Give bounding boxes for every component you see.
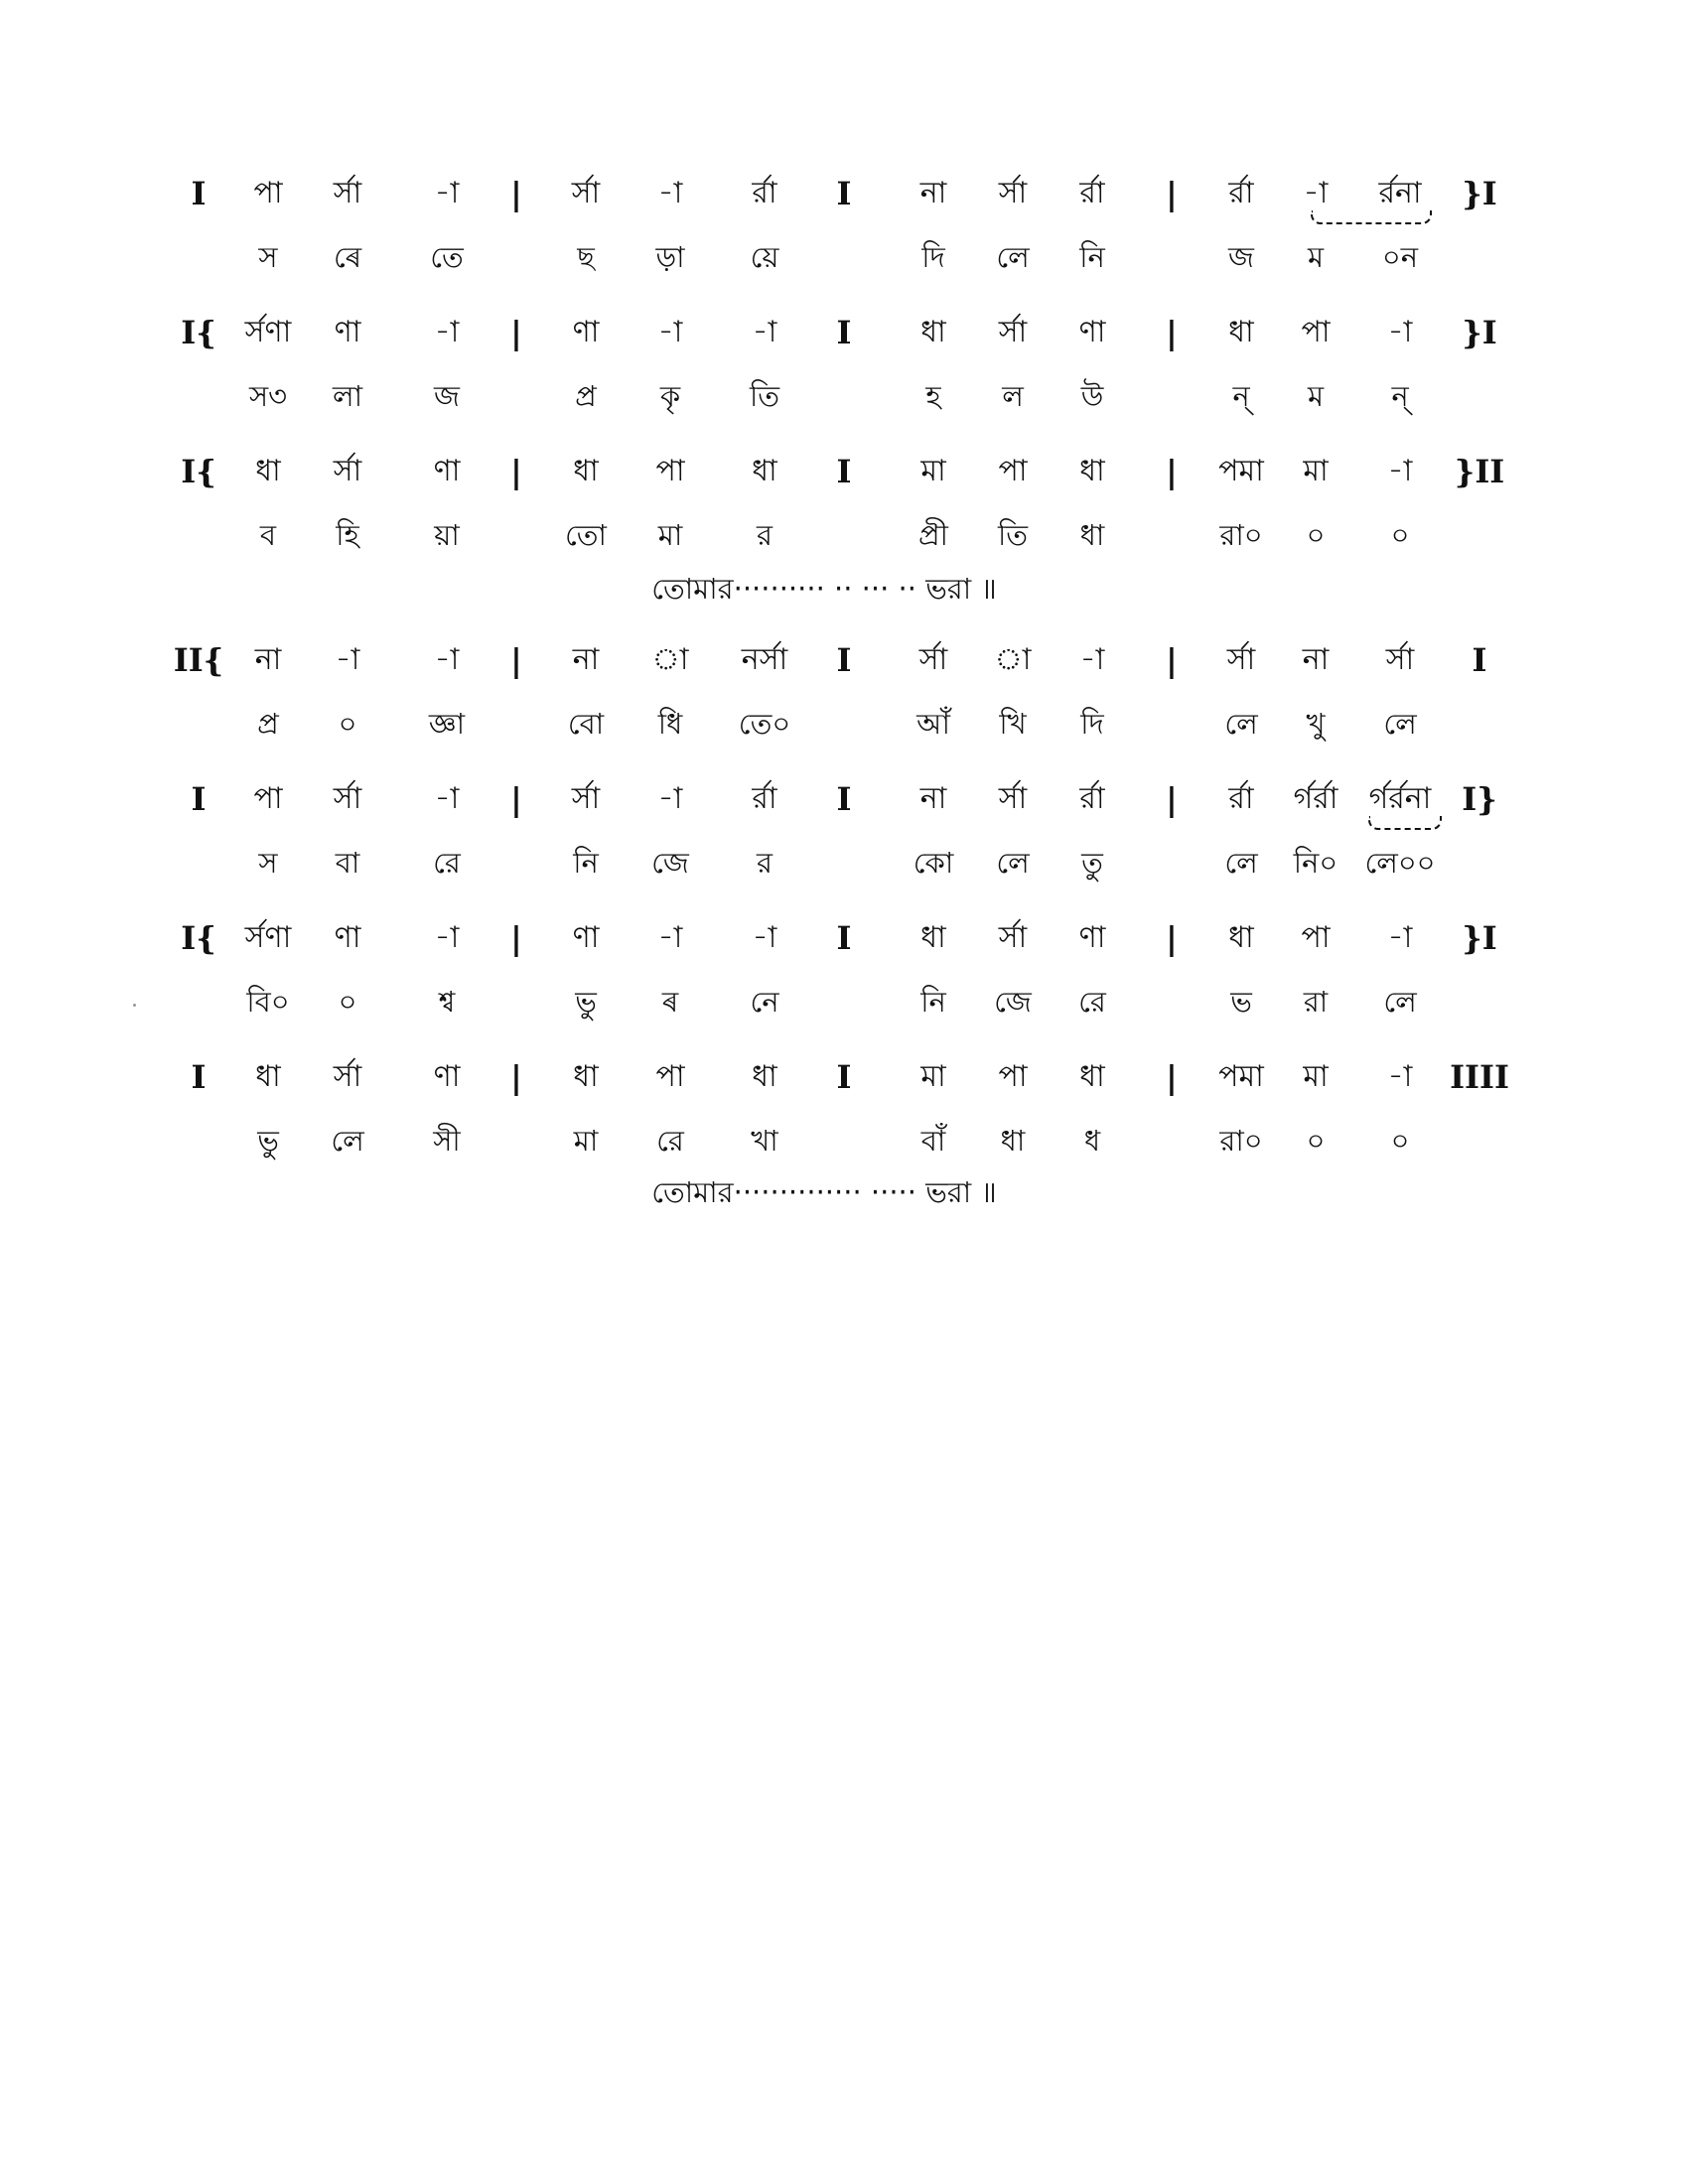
bar-line: II{	[173, 641, 224, 679]
lyric-syllable: রা০	[1219, 1124, 1263, 1158]
lyric-syllable: খা	[751, 1124, 778, 1158]
note: না	[919, 176, 947, 210]
lyric-syllable: ০	[1306, 1124, 1326, 1158]
note: -া	[657, 315, 683, 349]
lyric-syllable: ০	[1390, 518, 1410, 552]
note: -া	[434, 642, 460, 677]
note: -া	[1079, 642, 1105, 677]
lyrics-row	[0, 838, 1688, 887]
note: ণা	[1078, 920, 1106, 955]
lyric-syllable: লে	[1383, 985, 1417, 1019]
refrain-line	[0, 1167, 1688, 1217]
lyric-syllable: আঁ	[916, 707, 950, 741]
lyric-syllable: তি	[997, 518, 1029, 552]
note: পা	[998, 454, 1028, 488]
swaralipi-row	[0, 308, 1688, 357]
note: ণা	[572, 315, 600, 349]
lyric-syllable: জ্ঞা	[428, 707, 466, 741]
note: -া	[1387, 315, 1413, 349]
note: না	[572, 642, 600, 677]
lyric-syllable: হ	[925, 379, 941, 413]
bar-line: I	[1472, 641, 1487, 679]
lyric-syllable: ন্	[1391, 379, 1409, 413]
lyric-syllable: ম	[1307, 240, 1325, 274]
note: র্সা	[333, 781, 362, 816]
note: -া	[657, 781, 683, 816]
note: র্রা	[1228, 781, 1254, 816]
lyric-syllable: স	[258, 240, 278, 274]
lyric-syllable: হি	[336, 518, 359, 552]
bar-line: I}	[1462, 780, 1497, 818]
notation-line	[0, 635, 1688, 764]
lyric-syllable: ন্	[1232, 379, 1250, 413]
refrain-text: তোমার·············· ····· ভরা ॥	[651, 1175, 997, 1209]
lyric-syllable: নি	[1079, 240, 1105, 274]
bar-line: |	[1166, 919, 1178, 957]
note: পমা	[1218, 454, 1264, 488]
note: র্গর্রা	[1293, 781, 1338, 816]
lyric-syllable: ল	[1002, 379, 1024, 413]
lyric-syllable: মা	[573, 1124, 599, 1158]
note: ধা	[920, 920, 946, 955]
note: র্সা	[333, 176, 362, 210]
note: র্রা	[1079, 176, 1105, 210]
bar-line: I	[191, 1058, 207, 1096]
bar-line: I{	[181, 919, 216, 957]
note: না	[1302, 642, 1330, 677]
note: পা	[1301, 315, 1331, 349]
lyric-syllable: ভ	[1230, 985, 1252, 1019]
lyric-syllable: তো	[565, 518, 607, 552]
note: পা	[253, 781, 283, 816]
note: -া	[1387, 454, 1413, 488]
lyric-syllable: তে০	[738, 707, 791, 741]
note: র্সা	[333, 454, 362, 488]
lyric-syllable: ৰ	[661, 985, 679, 1019]
swaralipi-row	[0, 1052, 1688, 1102]
notation-line	[0, 308, 1688, 437]
bar-line: |	[1166, 453, 1178, 490]
lyric-syllable: সী	[433, 1124, 461, 1158]
bar-line: I	[836, 641, 852, 679]
bar-line: I{	[181, 453, 216, 490]
lyric-syllable: বাঁ	[920, 1124, 946, 1158]
lyric-syllable: ০	[338, 985, 357, 1019]
bar-line: I	[191, 175, 207, 212]
swaralipi-row	[0, 913, 1688, 963]
bar-line: }I	[1462, 314, 1497, 351]
note: ধা	[752, 454, 777, 488]
lyric-syllable: জ	[1228, 240, 1254, 274]
lyric-syllable: তে	[430, 240, 464, 274]
lyric-syllable: ছ	[577, 240, 595, 274]
note: র্সণা	[244, 920, 292, 955]
lyric-syllable: ধ	[1083, 1124, 1101, 1158]
lyric-syllable: দি	[1080, 707, 1104, 741]
note: -া	[434, 176, 460, 210]
lyric-syllable: ম	[1307, 379, 1325, 413]
note: মা	[920, 1059, 946, 1094]
bar-line: |	[510, 1058, 522, 1096]
note: না	[254, 642, 282, 677]
bar-line: |	[510, 780, 522, 818]
lyric-syllable: লে	[1224, 846, 1258, 880]
lyric-syllable: রে	[1078, 985, 1106, 1019]
bar-line: I	[836, 453, 852, 490]
bar-line: I	[191, 780, 207, 818]
note: র্সা	[1385, 642, 1415, 677]
bar-line: I	[836, 780, 852, 818]
lyric-syllable: লে০০	[1364, 846, 1436, 880]
note: র্সা	[571, 176, 601, 210]
lyric-syllable: খি	[999, 707, 1027, 741]
note: ধা	[255, 454, 281, 488]
note: মা	[1303, 1059, 1329, 1094]
lyric-syllable: ভু	[257, 1124, 279, 1158]
note: -া	[657, 176, 683, 210]
lyric-syllable: রে	[656, 1124, 684, 1158]
stray-mark	[133, 1004, 136, 1007]
bar-line: |	[1166, 175, 1178, 212]
note: ধা	[573, 1059, 599, 1094]
lyric-syllable: কৃ	[659, 379, 681, 413]
note: ণা	[433, 1059, 461, 1094]
bar-line: |	[510, 641, 522, 679]
lyric-syllable: তু	[1081, 846, 1103, 880]
lyrics-row	[0, 371, 1688, 421]
note: র্সা	[333, 1059, 362, 1094]
bar-line: }I	[1462, 919, 1497, 957]
bar-line: I	[836, 919, 852, 957]
bar-line: }I	[1462, 175, 1497, 212]
lyric-syllable: জ	[434, 379, 460, 413]
lyric-syllable: স	[258, 846, 278, 880]
lyric-syllable: ০	[1306, 518, 1326, 552]
lyric-syllable: ধি	[657, 707, 683, 741]
notation-line	[0, 774, 1688, 903]
note: ণা	[334, 315, 361, 349]
lyric-syllable: ধা	[1000, 1124, 1026, 1158]
lyric-syllable: ভু	[575, 985, 597, 1019]
note: নর্সা	[741, 642, 788, 677]
note: ধা	[1228, 315, 1254, 349]
note: র্সণা	[244, 315, 292, 349]
bar-line: |	[510, 919, 522, 957]
lyric-syllable: নে	[750, 985, 779, 1019]
lyric-syllable: স৩	[248, 379, 288, 413]
bar-line: |	[510, 314, 522, 351]
note: -া	[434, 315, 460, 349]
note: া	[651, 642, 689, 677]
lyric-syllable: লে	[1224, 707, 1258, 741]
bar-line: IIII	[1450, 1058, 1509, 1096]
lyric-syllable: তি	[749, 379, 780, 413]
notation-line	[0, 447, 1688, 576]
note: -া	[1387, 1059, 1413, 1094]
note: পা	[655, 454, 685, 488]
note: ধা	[1079, 1059, 1105, 1094]
bar-line: I	[836, 175, 852, 212]
lyric-syllable: ০	[338, 707, 357, 741]
lyric-syllable: প্র	[257, 707, 279, 741]
note: র্রা	[1228, 176, 1254, 210]
lyric-syllable: ০	[1390, 1124, 1410, 1158]
note: -া	[752, 315, 777, 349]
bar-line: }II	[1454, 453, 1505, 490]
bar-line: |	[1166, 641, 1178, 679]
swaralipi-row	[0, 447, 1688, 496]
note: র্রা	[1079, 781, 1105, 816]
lyric-syllable: ৰে	[333, 240, 362, 274]
lyric-syllable: রা০	[1219, 518, 1263, 552]
note: র্সা	[1226, 642, 1256, 677]
note: ধা	[920, 315, 946, 349]
note: না	[919, 781, 947, 816]
lyric-syllable: দি	[921, 240, 945, 274]
lyric-syllable: নি	[920, 985, 946, 1019]
lyric-syllable: ০ন	[1381, 240, 1419, 274]
lyric-syllable: রে	[433, 846, 461, 880]
lyric-syllable: নি	[573, 846, 599, 880]
note: র্সা	[998, 315, 1028, 349]
note: মা	[1303, 454, 1329, 488]
note: া	[994, 642, 1032, 677]
note: -া	[434, 920, 460, 955]
lyrics-row	[0, 1116, 1688, 1165]
bar-line: |	[1166, 314, 1178, 351]
lyric-syllable: ধা	[1079, 518, 1105, 552]
lyric-syllable: য়া	[434, 518, 460, 552]
swaralipi-row	[0, 169, 1688, 218]
note: পমা	[1218, 1059, 1264, 1094]
note: -া	[752, 920, 777, 955]
note: র্রা	[752, 176, 777, 210]
bar-line: |	[1166, 780, 1178, 818]
lyric-syllable: নি০	[1293, 846, 1338, 880]
note: ধা	[1079, 454, 1105, 488]
note: ধা	[752, 1059, 777, 1094]
lyrics-row	[0, 510, 1688, 560]
bar-line: |	[510, 453, 522, 490]
note: -া	[335, 642, 360, 677]
note: -া	[1387, 920, 1413, 955]
note: -া	[434, 781, 460, 816]
note: র্সা	[998, 781, 1028, 816]
note: -া	[1303, 176, 1329, 210]
lyric-syllable: মা	[657, 518, 683, 552]
lyric-syllable: ড়া	[655, 240, 685, 274]
lyrics-row	[0, 699, 1688, 749]
lyric-syllable: ব	[259, 518, 277, 552]
lyric-syllable: রা	[1303, 985, 1329, 1019]
bar-line: I{	[181, 314, 216, 351]
bar-line: I	[836, 1058, 852, 1096]
note: ণা	[334, 920, 361, 955]
bar-line: |	[510, 175, 522, 212]
lyrics-row	[0, 232, 1688, 282]
note: পা	[655, 1059, 685, 1094]
lyric-syllable: উ	[1080, 379, 1104, 413]
notation-line	[0, 913, 1688, 1042]
bar-line: |	[1166, 1058, 1178, 1096]
note: ধা	[573, 454, 599, 488]
note: র্সা	[918, 642, 948, 677]
note: র্রনা	[1378, 176, 1422, 210]
lyric-syllable: র	[757, 846, 773, 880]
lyrics-row	[0, 977, 1688, 1026]
lyric-syllable: র	[757, 518, 773, 552]
note: ধা	[255, 1059, 281, 1094]
lyric-syllable: লে	[996, 240, 1030, 274]
lyric-syllable: প্রী	[918, 518, 948, 552]
note: -া	[657, 920, 683, 955]
lyric-syllable: কো	[913, 846, 954, 880]
notation-line	[0, 1052, 1688, 1181]
lyric-syllable: প্র	[575, 379, 597, 413]
lyric-syllable: লা	[332, 379, 363, 413]
lyric-syllable: বি০	[246, 985, 290, 1019]
lyric-syllable: বা	[335, 846, 360, 880]
note: ণা	[1078, 315, 1106, 349]
bar-line: I	[836, 314, 852, 351]
note: র্গর্রনা	[1368, 781, 1432, 816]
lyric-syllable: জে	[651, 846, 689, 880]
lyric-syllable: শ্ব	[438, 985, 456, 1019]
lyric-syllable: লে	[996, 846, 1030, 880]
note: মা	[920, 454, 946, 488]
note: র্রা	[752, 781, 777, 816]
note: পা	[1301, 920, 1331, 955]
refrain-line	[0, 564, 1688, 614]
lyric-syllable: য়ে	[750, 240, 779, 274]
lyric-syllable: জে	[994, 985, 1032, 1019]
swaralipi-row	[0, 635, 1688, 685]
lyric-syllable: লে	[1383, 707, 1417, 741]
note: ণা	[572, 920, 600, 955]
note: পা	[253, 176, 283, 210]
note: ণা	[433, 454, 461, 488]
note: ধা	[1228, 920, 1254, 955]
refrain-text: তোমার·········· ·· ··· ·· ভরা ॥	[651, 572, 997, 606]
note: র্সা	[998, 176, 1028, 210]
note: পা	[998, 1059, 1028, 1094]
slur-mark	[1311, 210, 1432, 224]
notation-line	[0, 169, 1688, 298]
lyric-syllable: বো	[567, 707, 605, 741]
lyric-syllable: খু	[1306, 707, 1326, 741]
slur-mark	[1368, 816, 1442, 830]
note: র্সা	[998, 920, 1028, 955]
lyric-syllable: লে	[331, 1124, 364, 1158]
note: র্সা	[571, 781, 601, 816]
